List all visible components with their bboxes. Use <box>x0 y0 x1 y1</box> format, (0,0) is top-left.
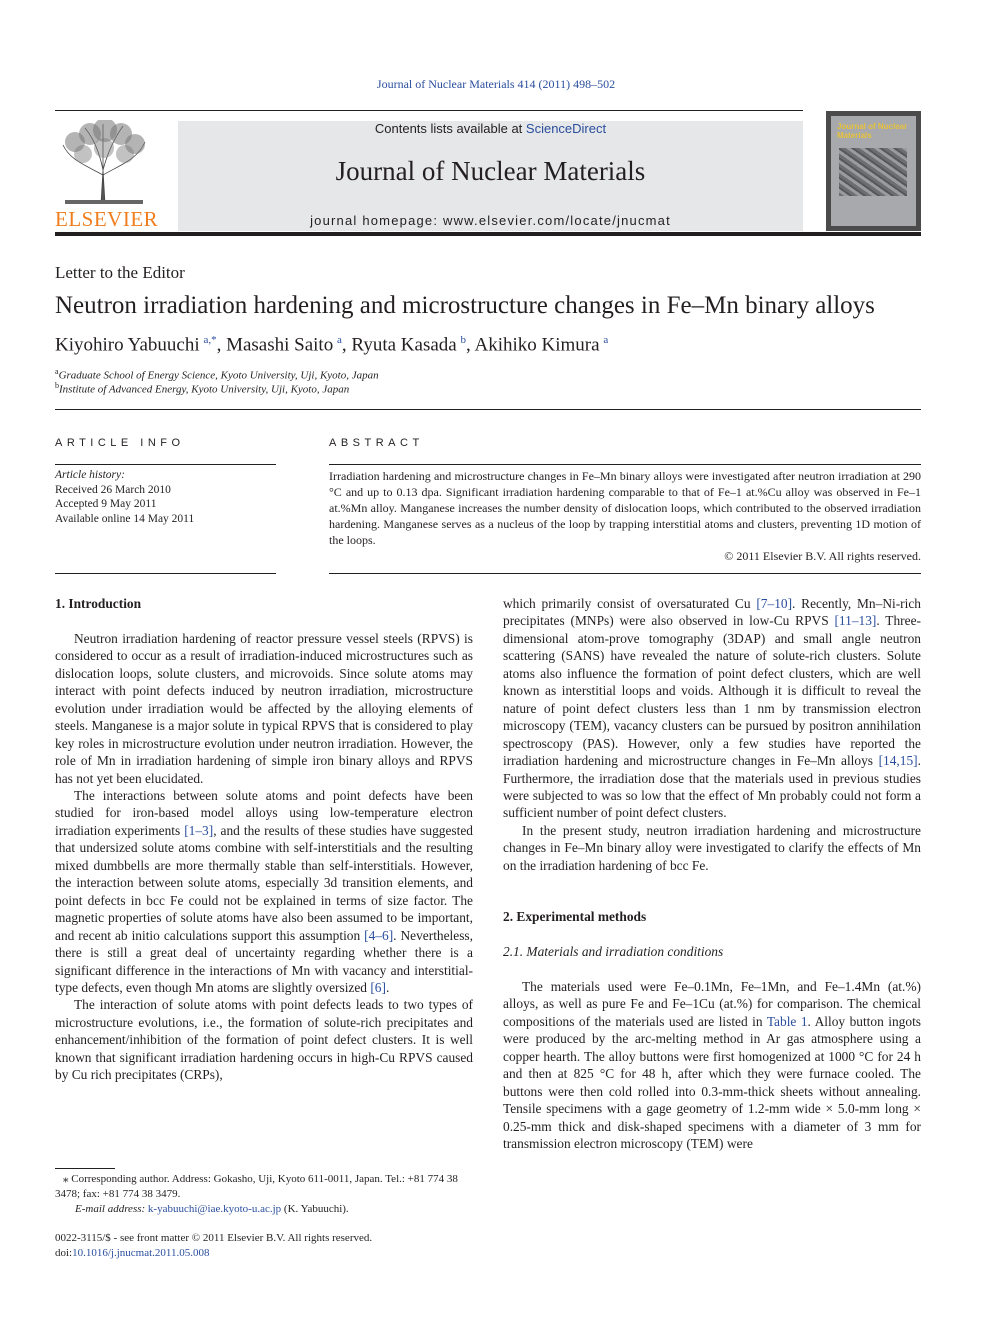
cover-image <box>839 148 907 196</box>
paragraph: The materials used were Fe–0.1Mn, Fe–1Mn, and Fe–1.4Mn (at.%) alloys, as well as pure Fe and Fe–1Cu (at.%) for comparison. The chemical compositions of the materials used are listed in Table 1. Alloy button ingots were produced by the arc-melting method in Ar gas atmosphere using a copper hearth. The alloy buttons were first homogenized at 1000 °C for 24 h and then at 825 °C for 48 h, after which they were furnace cooled. The buttons were then cold rolled into 0.3-mm-thick sheets without annealing. Tensile specimens with a gage geometry of 1.2-mm wide × 5.0-mm long × 0.25-mm thick and disk-shaped specimens with a diameter of 3 mm for transmission electron microscopy (TEM) were <box>503 979 921 1152</box>
author-name[interactable]: Ryuta Kasada <box>351 334 457 356</box>
paragraph: The interactions between solute atoms and point defects have been studied for iron-based model alloys using low-temperature electron irradiation experiments [1–3], and the results of these studies have suggested that undersized solute atoms combine with self-interstitials and the resulting mixed dumbbells are more thermally stable than self-interstitials. However, the interaction between solute atoms, especially 3d transition elements, and point defects in bcc Fe could not be explained in terms of size factor. The magnetic properties of solute atoms have also been assumed to be important, and recent ab initio calculations support this assumption [4–6]. Nevertheless, there is still a great deal of uncertainty regarding whether there is a significant difference in the interactions of Mn with vacancy and interstitial-type defects, even though Mn atoms are slightly oversized [6]. <box>55 787 473 995</box>
history-label: Article history: <box>55 469 125 481</box>
citation-link[interactable]: [1–3] <box>184 822 214 838</box>
section-heading: 1. Introduction <box>55 596 142 611</box>
cover-panel <box>831 116 916 226</box>
body-column-right <box>503 595 921 1153</box>
article-title: Neutron irradiation hardening and microstructure changes in Fe–Mn binary alloys <box>55 292 875 319</box>
corresponding-author-footnote: ⁎ Corresponding author. Address: Gokasho, Uji, Kyoto 611-0011, Japan. Tel.: +81 774 38 3478; fax: +81 774 38 3479. E-mail address: k-yabuuchi@iae.kyoto-u.ac.jp (K. Yabuuchi). <box>55 1173 458 1215</box>
subsection-heading: 2.1. Materials and irradiation conditions <box>503 944 724 960</box>
issn-line: 0022-3115/$ - see front matter © 2011 Elsevier B.V. All rights reserved. <box>55 1232 373 1244</box>
author-affil-mark[interactable]: a,* <box>203 334 217 346</box>
paragraph: In the present study, neutron irradiation hardening and microstructure changes in Fe–Mn binary alloy were investigated to clarify the effects of Mn on the irradiation hardening of bcc Fe. <box>503 822 921 873</box>
author-name[interactable]: Masashi Saito <box>226 334 334 356</box>
corresponding-author-mark: ⁎ <box>63 1173 69 1185</box>
author-list: Kiyohiro Yabuuchi $^{a,*}$, Masashi Saito $^a$, Ryuta Kasada $^b$, Akihiko Kimura $^a$ <box>55 334 609 356</box>
header-rule-bottom <box>55 232 921 236</box>
history-item: Available online 14 May 2011 <box>55 512 195 525</box>
info-rule <box>55 464 276 465</box>
citation-link[interactable]: [7–10] <box>756 596 793 611</box>
history-item: Accepted 9 May 2011 <box>55 498 157 510</box>
article-info-heading: ARTICLE INFO <box>55 437 185 449</box>
citation-link[interactable]: [14,15] <box>878 753 918 769</box>
affiliation: $^a$Graduate School of Energy Science, Kyoto University, Uji, Kyoto, Japan <box>55 367 379 382</box>
article-history <box>55 468 276 526</box>
contents-line: Contents lists available at ScienceDirect <box>374 121 607 136</box>
body-column-left <box>55 595 473 1084</box>
author-affil-mark[interactable]: b <box>460 334 467 346</box>
issn-doi-block: 0022-3115/$ - see front matter © 2011 Elsevier B.V. All rights reserved. doi:10.1016/j.jnucmat.2011.05.008 <box>55 1231 473 1261</box>
author-affil-mark[interactable]: a <box>603 334 609 346</box>
abstract-text: Irradiation hardening and microstructure changes in Fe–Mn binary alloys were investigated after neutron irradiation at 290 °C and up to 0.13 dpa. Significant irradiation hardening comparable to that of Fe–1 at.%Cu alloy was observed in Fe–1 at.%Mn alloy. Manganese increases the number density of dislocation loops, which contributed to the observed irradiation hardening. Manganese serves as a nucleus of the loop by trapping interstitial atoms and clusters, preventing 1D motion of the loops. <box>329 469 921 547</box>
elsevier-tree-icon <box>55 120 153 206</box>
abstract-rule-bottom <box>329 573 921 574</box>
elsevier-logo[interactable] <box>55 120 159 232</box>
article-type: Letter to the Editor <box>55 263 185 282</box>
header-rule-top <box>55 110 803 111</box>
abstract-rule <box>329 464 921 465</box>
paragraph: Neutron irradiation hardening of reactor pressure vessel steels (RPVS) is considered to occur as a result of irradiation-induced microstructures such as dislocation loops, solute clusters, and microvoids. Since solute atoms may interact with point defects induced by neutron irradiation, microstructure evolution under irradiation would be affected by the alloying elements of steels. Manganese is a major solute in typical RPVS that is considered to play key roles in microstructure evolution under neutron irradiation. However, the role of Mn in irradiation hardening of simple iron binary alloys and RPVS has not yet been elucidated. <box>55 630 473 786</box>
table-link[interactable]: Table 1 <box>766 1013 808 1029</box>
paragraph: which primarily consist of oversaturated Cu [7–10]. Recently, Mn–Ni-rich precipitates (MNPs) were also observed in low-Cu RPVS [11–13]. Three-dimensional atom-prove tomography (3DAP) and small angle neutron scattering (SANS) have revealed the nature of solute-rich clusters. Solute atoms also influence the formation of point defect clusters, which are well known as interstitial loops and voids. Although it is difficult to reveal the nature of point defect clusters less than 1 nm by transmission electron microscopy (TEM), vacancy clusters can be pursued by positron annihilation spectroscopy (PAS). However, only a few studies have reported the irradiation hardening and microstructure changes in Fe–Mn alloys [14,15]. Furthermore, the irradiation dose that the materials used in previous studies were subjected to was so low that the effect of Mn probably could not form a sufficient number of point defect clusters. <box>503 596 921 821</box>
citation-link[interactable]: [6] <box>370 979 386 995</box>
abstract-heading: ABSTRACT <box>329 437 424 449</box>
abstract-body <box>329 468 921 564</box>
affiliation: $^b$Institute of Advanced Energy, Kyoto University, Uji, Kyoto, Japan <box>55 381 350 396</box>
journal-title: Journal of Nuclear Materials <box>335 156 646 186</box>
paragraph: The interaction of solute atoms with point defects leads to two types of microstructure evolutions, i.e., the formation of solute-rich precipitates and enhancement/inhibition of the formation of point defect clusters. It is well known that significant irradiation hardening occurs in high-Cu RPVS caused by Cu rich precipitates (CRPs), <box>55 997 473 1083</box>
publisher-name: ELSEVIER <box>55 207 159 231</box>
author-affil-mark[interactable]: a <box>337 334 342 346</box>
section-heading: 2. Experimental methods <box>503 909 647 925</box>
author-name[interactable]: Kiyohiro Yabuuchi <box>55 334 200 356</box>
journal-cover[interactable] <box>826 111 921 231</box>
journal-reference[interactable]: Journal of Nuclear Materials 414 (2011) 498–502 <box>376 77 616 91</box>
footnote-rule <box>55 1168 115 1169</box>
title-rule <box>55 409 921 410</box>
author-name[interactable]: Akihiko Kimura <box>474 334 600 356</box>
journal-homepage[interactable]: journal homepage: www.elsevier.com/locate/jnucmat <box>310 213 671 228</box>
info-rule-bottom <box>55 573 276 574</box>
citation-link[interactable]: [4–6] <box>364 927 394 943</box>
cover-title: Journal of Nuclear Materials <box>837 122 908 140</box>
email-link[interactable]: k-yabuuchi@iae.kyoto-u.ac.jp <box>147 1203 282 1215</box>
history-item: Received 26 March 2010 <box>55 483 171 496</box>
sciencedirect-link[interactable]: ScienceDirect <box>525 121 607 136</box>
citation-link[interactable]: [11–13] <box>834 613 877 629</box>
doi-link[interactable]: 10.1016/j.jnucmat.2011.05.008 <box>72 1247 210 1259</box>
copyright-notice: © 2011 Elsevier B.V. All rights reserved. <box>724 549 921 563</box>
